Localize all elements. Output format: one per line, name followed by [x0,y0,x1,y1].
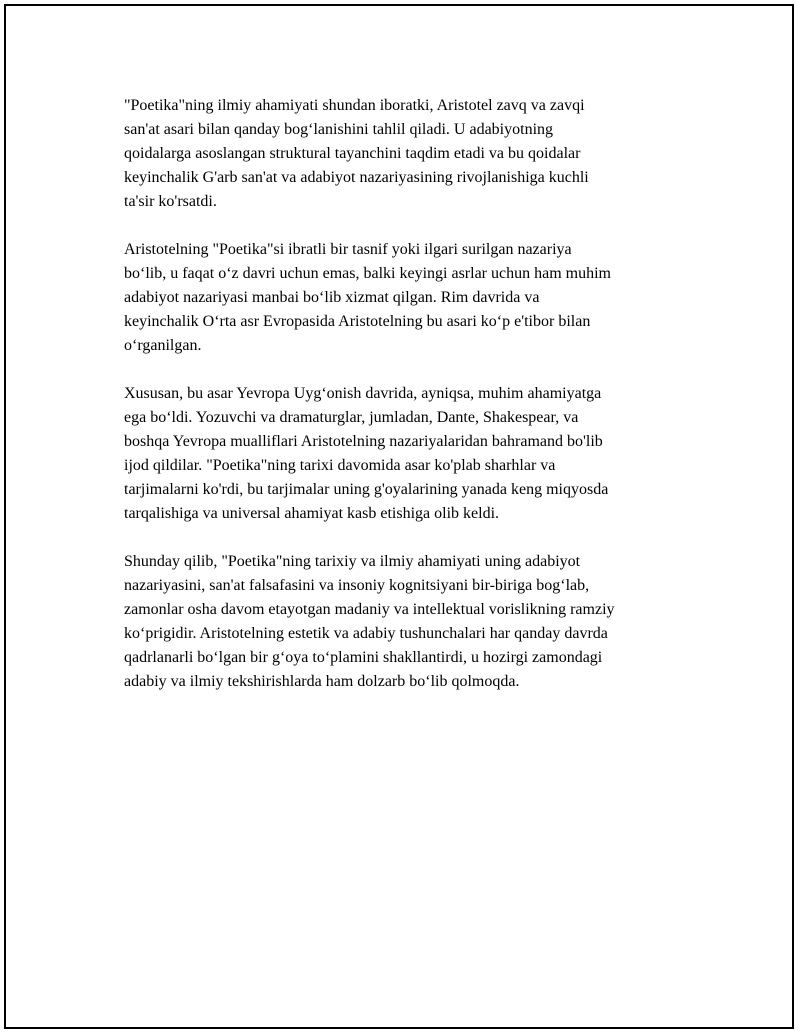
paragraph-1 [124,94,704,214]
text-line: keyinchalik O‘rta asr Evropasida Aristotelning bu asari ko‘p e'tibor bilan [124,313,591,330]
text-line: ko‘prigidir. Aristotelning estetik va adabiy tushunchalari har qanday davrda [124,625,608,642]
text-line: ijod qildilar. "Poetika"ning tarixi davomida asar ko'plab sharhlar va [124,457,556,474]
paragraph-4 [124,550,704,694]
text-line: Xususan, bu asar Yevropa Uyg‘onish davrida, ayniqsa, muhim ahamiyatga [124,385,602,402]
text-line: san'at asari bilan qanday bog‘lanishini tahlil qiladi. U adabiyotning [124,121,554,138]
text-line: ega bo‘ldi. Yozuvchi va dramaturglar, jumladan, Dante, Shakespear, va [124,409,579,426]
text-line: qadrlanarli bo‘lgan bir g‘oya to‘plamini shakllantirdi, u hozirgi zamondagi [124,649,603,666]
paragraph-2 [124,238,704,358]
text-line: adabiyot nazariyasi manbai bo‘lib xizmat qilgan. Rim davrida va [124,289,540,306]
document-body [124,94,704,718]
text-line: boshqa Yevropa mualliflari Aristotelning nazariyalaridan bahramand bo'lib [124,433,603,450]
text-line: Aristotelning "Poetika"si ibratli bir tasnif yoki ilgari surilgan nazariya [124,241,572,258]
text-line: tarjimalarni ko'rdi, bu tarjimalar uning g'oyalarining yanada keng miqyosda [124,481,609,498]
text-line: nazariyasini, san'at falsafasini va insoniy kognitsiyani bir-biriga bog‘lab, [124,577,590,594]
text-line: tarqalishiga va universal ahamiyat kasb etishiga olib keldi. [124,505,500,522]
text-line: o‘rganilgan. [124,337,202,354]
text-line: "Poetika"ning ilmiy ahamiyati shundan iboratki, Aristotel zavq va zavqi [124,97,585,114]
text-line: bo‘lib, u faqat o‘z davri uchun emas, balki keyingi asrlar uchun ham muhim [124,265,611,282]
page-frame [4,4,794,1029]
text-line: qoidalarga asoslangan struktural tayanchini taqdim etadi va bu qoidalar [124,145,581,162]
text-line: zamonlar osha davom etayotgan madaniy va intellektual vorislikning ramziy [124,601,615,618]
paragraph-3 [124,382,704,526]
text-line: ta'sir ko'rsatdi. [124,193,217,210]
text-line: keyinchalik G'arb san'at va adabiyot nazariyasining rivojlanishiga kuchli [124,169,589,186]
text-line: Shunday qilib, "Poetika"ning tarixiy va ilmiy ahamiyati uning adabiyot [124,553,581,570]
text-line: adabiy va ilmiy tekshirishlarda ham dolzarb bo‘lib qolmoqda. [124,673,520,690]
